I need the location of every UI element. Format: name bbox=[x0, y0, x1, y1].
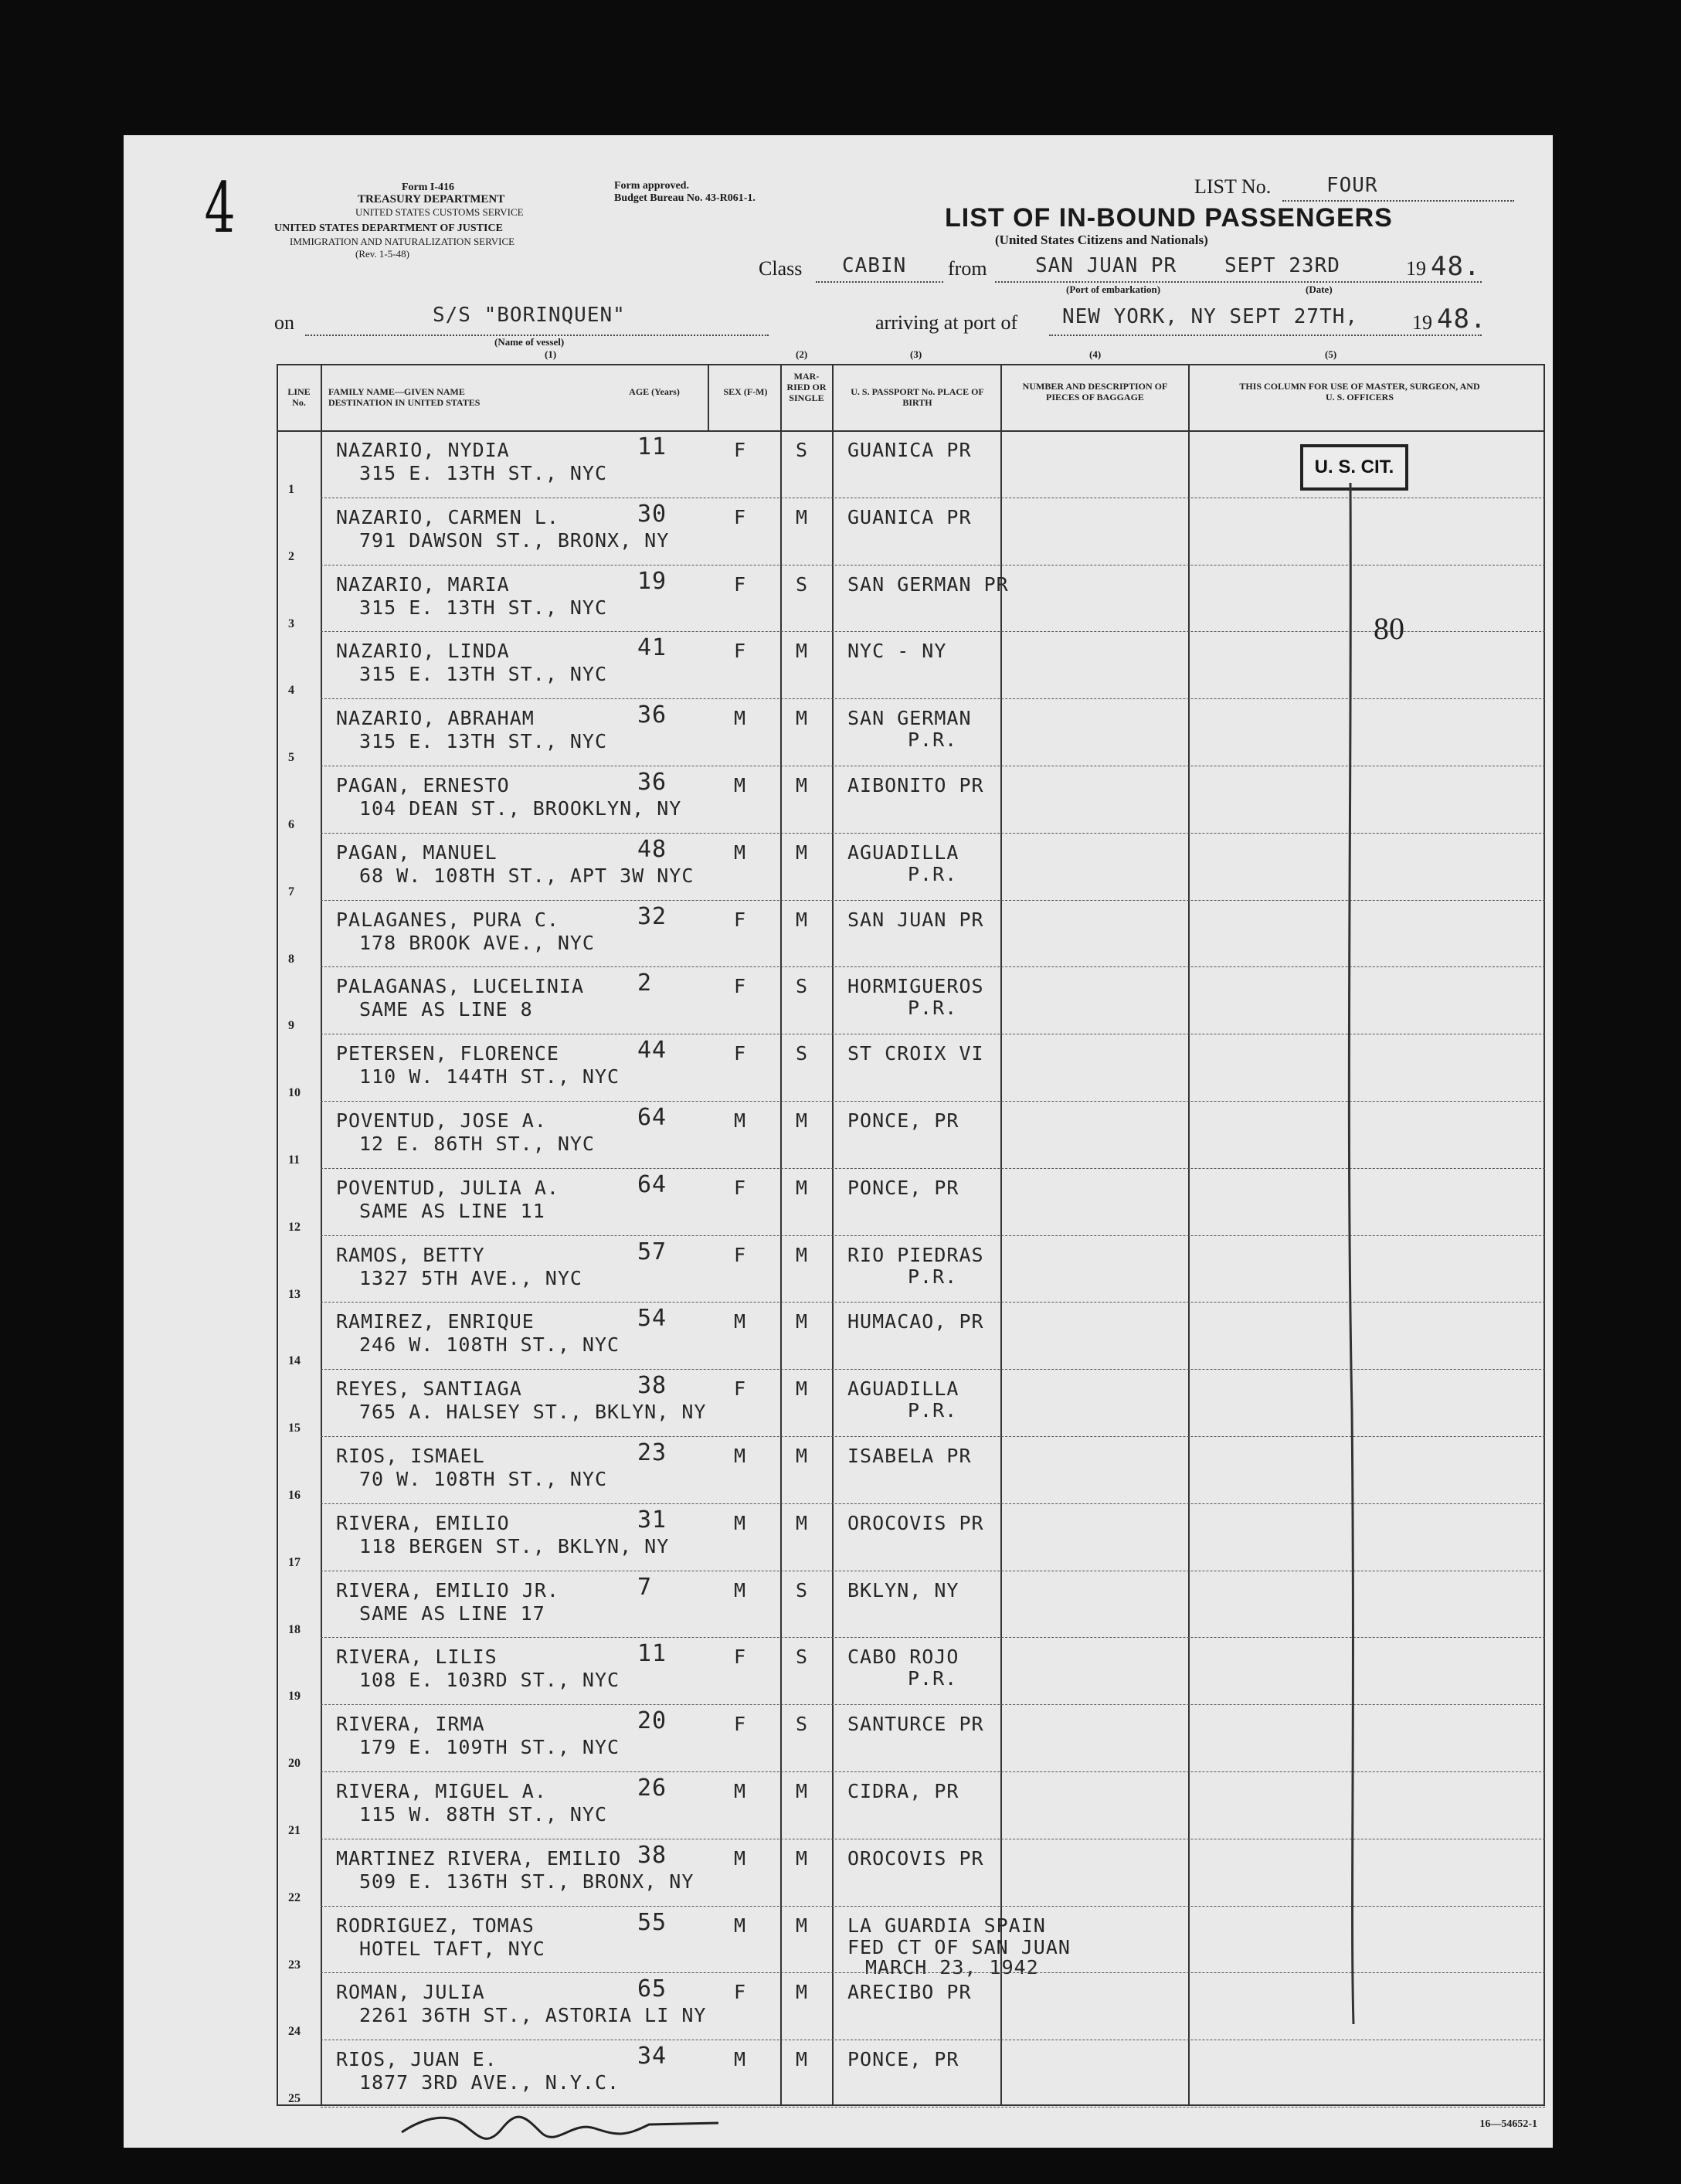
year-value: 48. bbox=[1431, 251, 1481, 282]
marital-status: M bbox=[796, 1109, 809, 1132]
marital-status: M bbox=[796, 841, 809, 864]
passenger-name: NAZARIO, MARIA bbox=[336, 572, 510, 596]
marital-status: S bbox=[796, 1646, 809, 1669]
passenger-sex: F bbox=[734, 439, 747, 461]
ins-service: IMMIGRATION AND NATURALIZATION SERVICE bbox=[290, 236, 515, 247]
line-number: 1 bbox=[288, 483, 294, 496]
passenger-age: 34 bbox=[637, 2043, 667, 2070]
line-number: 8 bbox=[288, 952, 294, 966]
page-subtitle: (United States Citizens and Nationals) bbox=[995, 233, 1208, 247]
passenger-address: 104 DEAN ST., BROOKLYN, NY bbox=[359, 797, 682, 820]
passenger-sex: F bbox=[734, 1377, 747, 1401]
arriving-label: arriving at port of bbox=[875, 311, 1018, 334]
passenger-age: 23 bbox=[637, 1439, 667, 1466]
header-baggage: NUMBER AND DESCRIPTION OF PIECES OF BAGGAGE bbox=[1022, 381, 1168, 402]
col-num-2: (2) bbox=[796, 348, 808, 360]
passenger-name: REYES, SANTIAGA bbox=[336, 1377, 522, 1401]
passenger-address: 178 BROOK AVE., NYC bbox=[359, 931, 595, 954]
passenger-age: 36 bbox=[637, 701, 667, 729]
passenger-sex: M bbox=[734, 1445, 747, 1467]
passenger-sex: F bbox=[734, 1981, 747, 2004]
passenger-sex: M bbox=[734, 1511, 747, 1534]
passenger-address: 246 W. 108TH ST., NYC bbox=[359, 1333, 620, 1357]
line-number: 13 bbox=[288, 1287, 301, 1301]
passenger-sex: F bbox=[734, 908, 747, 931]
document-page bbox=[124, 135, 1553, 2148]
passenger-sex: M bbox=[734, 2048, 747, 2071]
passenger-age: 11 bbox=[637, 1640, 667, 1668]
place-of-birth: HORMIGUEROS bbox=[847, 975, 984, 998]
date-caption: (Date) bbox=[1306, 284, 1333, 295]
year-prefix: 19 bbox=[1406, 257, 1426, 280]
passenger-age: 20 bbox=[637, 1707, 667, 1735]
passenger-address: 70 W. 108TH ST., NYC bbox=[359, 1468, 608, 1490]
place-of-birth: RIO PIEDRAS bbox=[847, 1243, 984, 1266]
line-number: 20 bbox=[288, 1757, 301, 1771]
page-title: LIST OF IN-BOUND PASSENGERS bbox=[945, 203, 1393, 233]
place-of-birth: SAN GERMAN PR bbox=[847, 572, 1009, 596]
customs-service: UNITED STATES CUSTOMS SERVICE bbox=[355, 206, 524, 218]
place-of-birth: OROCOVIS PR bbox=[847, 1846, 984, 1870]
passenger-address: 110 W. 144TH ST., NYC bbox=[359, 1065, 620, 1089]
passenger-name: RAMIREZ, ENRIQUE bbox=[336, 1310, 535, 1333]
arrival-value: NEW YORK, NY SEPT 27TH, bbox=[1062, 305, 1359, 328]
passenger-sex: F bbox=[734, 1176, 747, 1199]
place-of-birth: AIBONITO PR bbox=[847, 774, 984, 796]
col-num-3: (3) bbox=[910, 348, 922, 360]
passenger-name: RIVERA, MIGUEL A. bbox=[336, 1780, 547, 1802]
list-no-value: FOUR bbox=[1326, 174, 1378, 197]
passenger-address: 118 BERGEN ST., BKLYN, NY bbox=[359, 1534, 670, 1557]
marital-status: S bbox=[796, 1578, 809, 1601]
passenger-address: 68 W. 108TH ST., APT 3W NYC bbox=[359, 864, 694, 887]
line-number: 12 bbox=[288, 1220, 301, 1234]
passenger-sex: F bbox=[734, 1646, 747, 1669]
place-of-birth: SAN GERMAN bbox=[847, 707, 972, 730]
passenger-name: PETERSEN, FLORENCE bbox=[336, 1042, 559, 1065]
class-underline bbox=[816, 281, 943, 283]
class-label: Class bbox=[759, 257, 803, 280]
passenger-age: 7 bbox=[637, 1573, 653, 1601]
us-citizen-stamp: U. S. CIT. bbox=[1300, 444, 1408, 491]
place-of-birth-line2: P.R. bbox=[908, 729, 958, 752]
passenger-name: RIOS, ISMAEL bbox=[336, 1445, 485, 1467]
line-number: 22 bbox=[288, 1890, 301, 1904]
place-of-birth: GUANICA PR bbox=[847, 439, 972, 461]
list-no-label: LIST No. bbox=[1194, 175, 1272, 198]
marital-status: M bbox=[796, 1511, 809, 1534]
justice-dept: UNITED STATES DEPARTMENT OF JUSTICE bbox=[274, 222, 503, 234]
passenger-name: MARTINEZ RIVERA, EMILIO bbox=[336, 1846, 622, 1870]
embark-caption: (Port of embarkation) bbox=[1066, 284, 1161, 295]
from-value: SAN JUAN PR bbox=[1035, 254, 1177, 277]
from-underline bbox=[995, 281, 1482, 283]
line-number: 14 bbox=[288, 1354, 301, 1368]
col-num-1: (1) bbox=[545, 348, 557, 360]
passenger-sex: M bbox=[734, 1780, 747, 1802]
passenger-name: NAZARIO, NYDIA bbox=[336, 439, 510, 461]
line-number: 17 bbox=[288, 1555, 301, 1569]
place-of-birth: BKLYN, NY bbox=[847, 1578, 959, 1601]
passenger-age: 38 bbox=[637, 1841, 667, 1869]
passenger-age: 41 bbox=[637, 634, 667, 662]
passenger-sex: F bbox=[734, 572, 747, 596]
passenger-address: 791 DAWSON ST., BRONX, NY bbox=[359, 528, 670, 552]
passenger-name: RAMOS, BETTY bbox=[336, 1243, 485, 1266]
passenger-name: PALAGANES, PURA C. bbox=[336, 908, 559, 931]
marital-status: S bbox=[796, 1713, 809, 1736]
place-of-birth-line2: P.R. bbox=[908, 1667, 958, 1690]
passenger-age: 64 bbox=[637, 1104, 667, 1131]
marital-status: M bbox=[796, 1445, 809, 1467]
place-of-birth: ST CROIX VI bbox=[847, 1042, 984, 1065]
place-of-birth: NYC - NY bbox=[847, 640, 947, 663]
place-of-birth: HUMACAO, PR bbox=[847, 1310, 984, 1333]
passenger-sex: M bbox=[734, 1846, 747, 1870]
officer-bracket-line bbox=[1329, 483, 1375, 2028]
header-married: MAR-RIED OR SINGLE bbox=[786, 371, 827, 403]
place-of-birth: GUANICA PR bbox=[847, 505, 972, 528]
passenger-address: SAME AS LINE 11 bbox=[359, 1199, 545, 1222]
passenger-age: 54 bbox=[637, 1305, 667, 1333]
passenger-name: POVENTUD, JOSE A. bbox=[336, 1109, 547, 1132]
header-officers: THIS COLUMN FOR USE OF MASTER, SURGEON, AND U. S. OFFICERS bbox=[1239, 381, 1480, 402]
line-number: 15 bbox=[288, 1421, 301, 1435]
passenger-address: SAME AS LINE 8 bbox=[359, 998, 533, 1021]
place-of-birth: AGUADILLA bbox=[847, 1377, 959, 1401]
passenger-address: HOTEL TAFT, NYC bbox=[359, 1937, 545, 1960]
list-no-underline bbox=[1282, 200, 1514, 202]
passenger-address: 315 E. 13TH ST., NYC bbox=[359, 596, 608, 619]
passenger-address: SAME AS LINE 17 bbox=[359, 1601, 545, 1625]
passenger-age: 55 bbox=[637, 1908, 667, 1936]
passenger-address: 12 E. 86TH ST., NYC bbox=[359, 1133, 595, 1155]
marital-status: M bbox=[796, 1981, 809, 2004]
class-value: CABIN bbox=[842, 254, 907, 277]
line-number: 11 bbox=[288, 1153, 301, 1167]
marital-status: M bbox=[796, 1377, 809, 1401]
place-of-birth: OROCOVIS PR bbox=[847, 1511, 984, 1534]
marital-status: M bbox=[796, 640, 809, 663]
officer-number: 80 bbox=[1374, 611, 1404, 646]
passenger-age: 11 bbox=[637, 433, 667, 460]
passenger-age: 64 bbox=[637, 1170, 667, 1198]
signature bbox=[394, 2101, 734, 2155]
place-of-birth: SANTURCE PR bbox=[847, 1713, 984, 1736]
passenger-address: 509 E. 136TH ST., BRONX, NY bbox=[359, 1870, 694, 1893]
treasury-dept: TREASURY DEPARTMENT bbox=[358, 193, 505, 205]
col-divider bbox=[708, 364, 709, 430]
line-number: 16 bbox=[288, 1489, 301, 1502]
col-num-4: (4) bbox=[1089, 348, 1102, 360]
line-number: 6 bbox=[288, 818, 294, 831]
form-approved: Form approved. bbox=[614, 180, 689, 192]
passenger-name: NAZARIO, ABRAHAM bbox=[336, 707, 535, 730]
passenger-name: RIVERA, EMILIO JR. bbox=[336, 1578, 559, 1601]
passenger-name: PAGAN, ERNESTO bbox=[336, 774, 510, 796]
place-of-birth-line2: P.R. bbox=[908, 1399, 958, 1422]
marital-status: M bbox=[796, 1846, 809, 1870]
passenger-name: RODRIGUEZ, TOMAS bbox=[336, 1914, 535, 1937]
passenger-age: 48 bbox=[637, 835, 667, 863]
from-date: SEPT 23RD bbox=[1224, 254, 1340, 277]
passenger-name: PALAGANAS, LUCELINIA bbox=[336, 975, 585, 998]
passenger-sex: F bbox=[734, 1243, 747, 1266]
header-name: FAMILY NAME—GIVEN NAME DESTINATION IN UNITED STATES bbox=[328, 386, 481, 408]
marital-status: S bbox=[796, 439, 809, 461]
header-divider bbox=[277, 430, 1545, 432]
place-of-birth: CIDRA, PR bbox=[847, 1780, 959, 1802]
passenger-address: 2261 36TH ST., ASTORIA LI NY bbox=[359, 2004, 707, 2027]
line-number: 19 bbox=[288, 1690, 301, 1703]
place-of-birth: CABO ROJO bbox=[847, 1646, 959, 1669]
place-of-birth: SAN JUAN PR bbox=[847, 908, 984, 931]
arrival-underline bbox=[1049, 335, 1482, 336]
marital-status: M bbox=[796, 1243, 809, 1266]
place-of-birth-line2: P.R. bbox=[908, 1265, 958, 1288]
marital-status: M bbox=[796, 1780, 809, 1802]
header-passport: U. S. PASSPORT No. PLACE OF BIRTH bbox=[851, 386, 984, 408]
passenger-name: NAZARIO, CARMEN L. bbox=[336, 505, 559, 528]
passenger-sex: F bbox=[734, 975, 747, 998]
header-age: AGE (Years) bbox=[629, 386, 680, 397]
place-of-birth: AGUADILLA bbox=[847, 841, 959, 864]
marital-status: M bbox=[796, 505, 809, 528]
passenger-age: 57 bbox=[637, 1238, 667, 1265]
marital-status: S bbox=[796, 1042, 809, 1065]
passenger-age: 2 bbox=[637, 970, 653, 997]
form-id: Form I-416 bbox=[402, 182, 455, 193]
rev-date: (Rev. 1-5-48) bbox=[355, 248, 409, 260]
header-sex: SEX (F-M) bbox=[723, 386, 768, 397]
passenger-name: NAZARIO, LINDA bbox=[336, 640, 510, 663]
passenger-sex: M bbox=[734, 1310, 747, 1333]
passenger-name: RIVERA, IRMA bbox=[336, 1713, 485, 1736]
arrival-year-prefix: 19 bbox=[1412, 311, 1432, 334]
passenger-age: 38 bbox=[637, 1372, 667, 1400]
marital-status: M bbox=[796, 908, 809, 931]
passenger-address: 1877 3RD AVE., N.Y.C. bbox=[359, 2071, 620, 2094]
marital-status: S bbox=[796, 975, 809, 998]
on-label: on bbox=[274, 311, 294, 334]
passenger-address: 315 E. 13TH ST., NYC bbox=[359, 663, 608, 686]
passenger-age: 36 bbox=[637, 769, 667, 796]
from-label: from bbox=[948, 257, 987, 280]
marital-status: M bbox=[796, 1310, 809, 1333]
place-of-birth: PONCE, PR bbox=[847, 2048, 959, 2071]
passenger-name: PAGAN, MANUEL bbox=[336, 841, 498, 864]
passenger-sex: F bbox=[734, 505, 747, 528]
passenger-sex: M bbox=[734, 1578, 747, 1601]
vessel-caption: (Name of vessel) bbox=[494, 336, 565, 348]
passenger-address: 179 E. 109TH ST., NYC bbox=[359, 1736, 620, 1759]
passenger-sex: M bbox=[734, 707, 747, 730]
handwritten-mark: 4 bbox=[204, 168, 236, 249]
passenger-age: 32 bbox=[637, 902, 667, 930]
form-number: 16—54652-1 bbox=[1479, 2118, 1537, 2130]
passenger-sex: M bbox=[734, 1109, 747, 1132]
line-number: 5 bbox=[288, 751, 294, 765]
marital-status: S bbox=[796, 572, 809, 596]
marital-status: M bbox=[796, 1176, 809, 1199]
budget-bureau: Budget Bureau No. 43-R061-1. bbox=[614, 192, 756, 204]
passenger-address: 315 E. 13TH ST., NYC bbox=[359, 730, 608, 753]
passenger-age: 31 bbox=[637, 1506, 667, 1534]
passenger-sex: F bbox=[734, 1713, 747, 1736]
line-number: 3 bbox=[288, 616, 294, 630]
header-line-no: LINE No. bbox=[287, 386, 311, 408]
passenger-name: ROMAN, JULIA bbox=[336, 1981, 485, 2004]
passenger-sex: F bbox=[734, 640, 747, 663]
passenger-sex: M bbox=[734, 841, 747, 864]
vessel-value: S/S "BORINQUEN" bbox=[433, 304, 626, 327]
passenger-address: 315 E. 13TH ST., NYC bbox=[359, 462, 608, 484]
passenger-age: 26 bbox=[637, 1775, 667, 1802]
line-number: 9 bbox=[288, 1019, 294, 1033]
passenger-address: 108 E. 103RD ST., NYC bbox=[359, 1669, 620, 1692]
passenger-address: 115 W. 88TH ST., NYC bbox=[359, 1803, 608, 1826]
passenger-address: 1327 5TH AVE., NYC bbox=[359, 1266, 582, 1289]
line-number: 4 bbox=[288, 684, 294, 698]
place-of-birth-line2: FED CT OF SAN JUAN bbox=[847, 1935, 1071, 1958]
place-of-birth: PONCE, PR bbox=[847, 1109, 959, 1132]
line-number: 7 bbox=[288, 885, 294, 898]
col-num-5: (5) bbox=[1325, 348, 1337, 360]
arrival-year-value: 48. bbox=[1437, 304, 1487, 335]
marital-status: M bbox=[796, 774, 809, 796]
passenger-sex: M bbox=[734, 774, 747, 796]
passenger-name: RIVERA, LILIS bbox=[336, 1646, 498, 1669]
passenger-sex: M bbox=[734, 1914, 747, 1937]
place-of-birth-line3: MARCH 23, 1942 bbox=[865, 1955, 1039, 1979]
place-of-birth-line2: P.R. bbox=[908, 862, 958, 885]
passenger-age: 19 bbox=[637, 567, 667, 595]
place-of-birth: ISABELA PR bbox=[847, 1445, 972, 1467]
line-number: 21 bbox=[288, 1824, 301, 1837]
line-number: 10 bbox=[288, 1086, 301, 1100]
line-number: 24 bbox=[288, 2025, 301, 2039]
line-number: 18 bbox=[288, 1622, 301, 1636]
place-of-birth: ARECIBO PR bbox=[847, 1981, 972, 2004]
passenger-age: 30 bbox=[637, 500, 667, 528]
place-of-birth: PONCE, PR bbox=[847, 1176, 959, 1199]
line-number: 2 bbox=[288, 549, 294, 563]
passenger-name: POVENTUD, JULIA A. bbox=[336, 1176, 559, 1199]
marital-status: M bbox=[796, 707, 809, 730]
marital-status: M bbox=[796, 1914, 809, 1937]
place-of-birth-line2: P.R. bbox=[908, 997, 958, 1020]
passenger-age: 65 bbox=[637, 1975, 667, 2003]
passenger-name: RIVERA, EMILIO bbox=[336, 1511, 510, 1534]
line-number: 23 bbox=[288, 1958, 301, 1972]
marital-status: M bbox=[796, 2048, 809, 2071]
passenger-sex: F bbox=[734, 1042, 747, 1065]
passenger-name: RIOS, JUAN E. bbox=[336, 2048, 498, 2071]
passenger-address: 765 A. HALSEY ST., BKLYN, NY bbox=[359, 1401, 707, 1424]
line-number: 25 bbox=[288, 2092, 301, 2106]
passenger-age: 44 bbox=[637, 1037, 667, 1065]
place-of-birth: LA GUARDIA SPAIN bbox=[847, 1914, 1046, 1937]
